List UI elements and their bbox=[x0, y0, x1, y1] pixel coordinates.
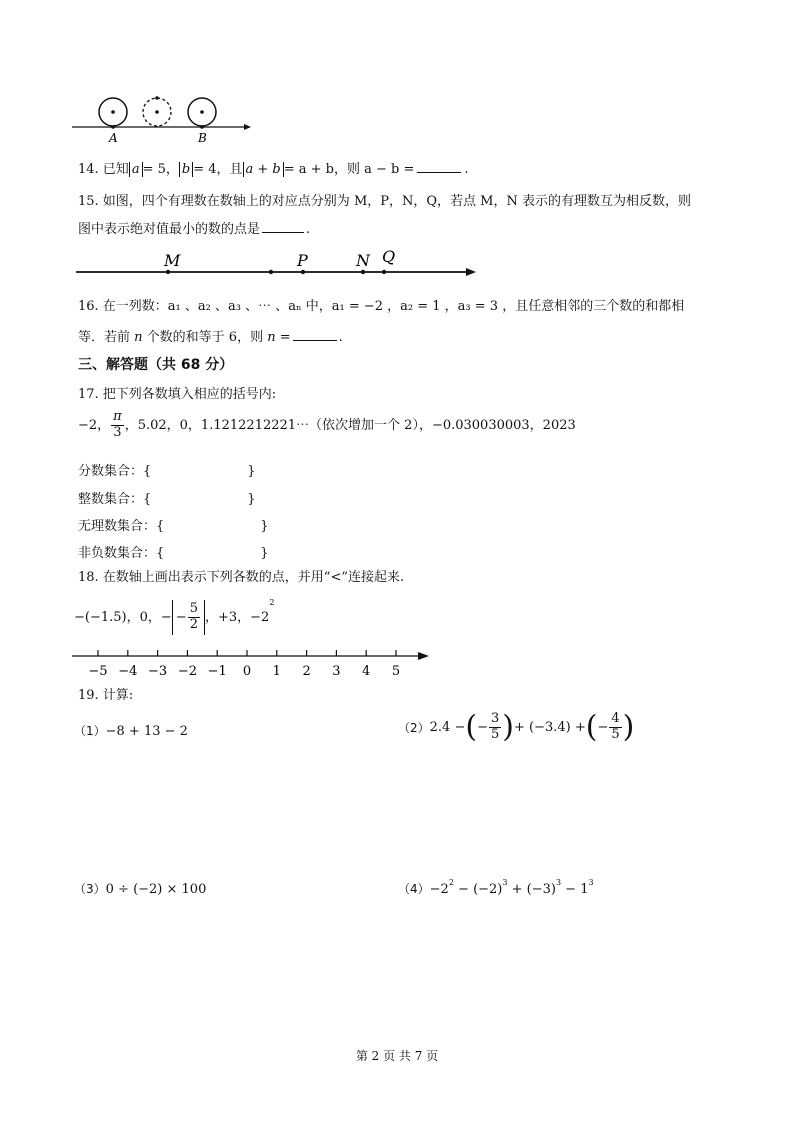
q17-set-fraction bbox=[78, 460, 256, 479]
q16-end: . bbox=[338, 330, 343, 345]
q19-part4-e3: 3 bbox=[555, 878, 562, 887]
q14-eq2: = 4，且 bbox=[193, 162, 243, 177]
q15-end: . bbox=[306, 222, 311, 237]
q16-var-n2: n bbox=[267, 330, 276, 345]
q18-abs-frac bbox=[172, 600, 205, 635]
q17-pi-num: π bbox=[113, 409, 122, 424]
question-19-intro: 19. 计算: bbox=[78, 688, 134, 703]
point-a bbox=[111, 125, 115, 129]
q19-part2-in2: − bbox=[597, 719, 609, 735]
q17-set-fraction-close: } bbox=[247, 464, 256, 479]
page-footer: 第 2 页 共 7 页 bbox=[355, 1049, 439, 1063]
q17-set-nonnegative bbox=[78, 542, 269, 561]
q18-tick-label: 1 bbox=[272, 664, 281, 679]
question-15-line2 bbox=[78, 218, 310, 237]
question-16-line1: 16. 在一列数：a₁ 、a₂ 、a₃ 、⋯ 、aₙ 中，a₁ = −2 ，a₂ = 1 ，a₃ = 3 ，且任意相邻的三个数的和都相 bbox=[78, 299, 685, 314]
question-16-line2 bbox=[78, 326, 343, 345]
q19-part2-f2-den: 5 bbox=[611, 726, 620, 742]
q17-pi-den: 3 bbox=[113, 424, 122, 440]
q18-n1: −(−1.5)，0， bbox=[74, 609, 161, 625]
point-b bbox=[200, 125, 204, 129]
q15-point-extra bbox=[269, 270, 273, 274]
q18-tick-label: 0 bbox=[242, 664, 252, 679]
question-15-line1: 15. 如图，四个有理数在数轴上的对应点分别为 M，P，N，Q，若点 M，N 表示的有理数互为相反数，则 bbox=[78, 194, 691, 209]
q17-set-integer-close: } bbox=[247, 492, 256, 507]
q15-label-p: P bbox=[297, 251, 308, 270]
q18-frac bbox=[188, 602, 200, 633]
point-a-label: A bbox=[109, 131, 118, 145]
section-3-heading: 三、解答题（共 68 分） bbox=[78, 357, 234, 373]
q14-abs-b: b bbox=[179, 162, 193, 177]
q19-part2 bbox=[398, 709, 635, 745]
q19-part3 bbox=[74, 880, 206, 897]
q15-point-n bbox=[361, 270, 365, 274]
q19-part2-in1: − bbox=[477, 719, 488, 735]
circle-middle-top-point bbox=[155, 96, 159, 100]
q17-set-integer-label: 整数集合：{ bbox=[78, 492, 152, 507]
q19-part4-e1: 2 bbox=[448, 878, 454, 887]
q19-part2-rparen2: ) bbox=[622, 709, 635, 745]
q16-var-n: n bbox=[134, 330, 143, 345]
q19-part3-label: （3） bbox=[74, 882, 106, 896]
q15-point-q bbox=[382, 270, 386, 274]
q18-ticks bbox=[88, 650, 400, 679]
q15-label-m: M bbox=[164, 251, 181, 270]
q18-tick-label: −2 bbox=[177, 664, 197, 679]
q17-set-fraction-label: 分数集合：{ bbox=[78, 464, 152, 479]
q15-point-m bbox=[166, 270, 170, 274]
q16-text-b: 个数的和等于 6，则 bbox=[146, 330, 264, 345]
q14-prefix: 14. 已知 bbox=[78, 162, 129, 177]
q19-part2-lparen2: ( bbox=[585, 709, 598, 745]
q17-pi-over-3 bbox=[111, 410, 124, 441]
q14-end: . bbox=[464, 162, 469, 177]
q19-part3-expr: 0 ÷ (−2) × 100 bbox=[105, 882, 207, 897]
q18-n3: ，+3， bbox=[204, 609, 251, 625]
q18-frac-den: 2 bbox=[189, 616, 198, 632]
q14-eq3: = a + b，则 a − b = bbox=[283, 162, 415, 177]
q18-tick-label: 2 bbox=[302, 664, 311, 679]
q18-tick-label: 4 bbox=[362, 664, 371, 679]
figure-axis-arrow bbox=[244, 124, 251, 130]
q15-label-n: N bbox=[356, 251, 370, 270]
q18-axis-arrow bbox=[418, 652, 429, 660]
q17-set-nonnegative-label: 非负数集合：{ bbox=[78, 546, 165, 561]
q15-point-p bbox=[301, 270, 305, 274]
q19-part4 bbox=[398, 880, 594, 897]
q18-frac-num: 5 bbox=[189, 601, 198, 616]
point-b-label: B bbox=[198, 131, 207, 145]
q17-set-irrational-close: } bbox=[260, 519, 269, 534]
q19-part2-f1-num: 3 bbox=[490, 711, 500, 726]
q19-part4-e4: 3 bbox=[588, 878, 594, 887]
q18-tick-label: 5 bbox=[391, 664, 401, 679]
q19-part2-frac1 bbox=[489, 712, 501, 743]
q19-part2-rparen1: ) bbox=[502, 709, 514, 745]
q14-abs-sum: a + b bbox=[243, 162, 284, 177]
q17-rest: ，5.02，0，1.1212212221⋯（依次增加一个 2），−0.030030003，2023 bbox=[124, 417, 576, 433]
q17-set-nonnegative-close: } bbox=[260, 546, 269, 561]
question-17-numbers bbox=[78, 410, 576, 441]
circle-middle-center bbox=[155, 110, 159, 114]
q19-part1 bbox=[74, 722, 188, 739]
q19-part4-label: （4） bbox=[398, 882, 430, 896]
q18-n4: −2 bbox=[250, 609, 270, 625]
q19-part1-expr: −8 + 13 − 2 bbox=[105, 724, 188, 739]
question-18-intro: 18. 在数轴上画出表示下列各数的点，并用“<”连接起来. bbox=[78, 570, 405, 585]
q15-answer-blank[interactable] bbox=[262, 232, 304, 233]
q18-tick-label: −1 bbox=[207, 664, 227, 679]
q15-label-q: Q bbox=[382, 247, 396, 266]
q19-part2-f2-num: 4 bbox=[611, 711, 620, 726]
q18-tick-label: −3 bbox=[148, 664, 168, 679]
q18-n2-inner: − bbox=[175, 609, 187, 625]
q19-part4-e2: 3 bbox=[502, 878, 508, 887]
circle-a-center bbox=[111, 110, 115, 114]
q19-part4-a: −2 bbox=[429, 882, 449, 897]
q19-part2-label: （2） bbox=[398, 720, 430, 735]
circle-b-center bbox=[200, 110, 204, 114]
question-17-intro: 17. 把下列各数填入相应的括号内: bbox=[78, 387, 277, 402]
q17-neg2: −2， bbox=[78, 417, 111, 433]
q19-part4-d: − 1 bbox=[561, 882, 589, 897]
q19-part2-f1-den: 5 bbox=[490, 726, 500, 742]
q19-part2-lparen1: ( bbox=[465, 709, 478, 745]
rolling-circles-figure bbox=[68, 93, 253, 145]
q18-n2-prefix: − bbox=[160, 609, 172, 625]
q18-n4-exp: 2 bbox=[269, 598, 275, 607]
question-18-numbers bbox=[74, 600, 274, 635]
q14-abs-a: a bbox=[129, 162, 143, 177]
q19-part4-c: + (−3) bbox=[507, 882, 556, 897]
q14-eq1: = 5， bbox=[142, 162, 179, 177]
q16-answer-blank[interactable] bbox=[293, 340, 337, 341]
question-14 bbox=[78, 158, 469, 177]
q17-set-irrational bbox=[78, 515, 269, 534]
q15-line2-text: 图中表示绝对值最小的数的点是 bbox=[78, 222, 261, 237]
q19-part1-label: （1） bbox=[74, 724, 106, 738]
q18-tick-label: −5 bbox=[88, 664, 108, 679]
q19-part2-a: 2.4 − bbox=[429, 719, 466, 735]
q15-axis-arrow bbox=[466, 268, 476, 276]
q15-number-line bbox=[72, 246, 482, 280]
q18-tick-label: 3 bbox=[332, 664, 341, 679]
q14-answer-blank[interactable] bbox=[417, 172, 461, 173]
q19-part2-b: + (−3.4) + bbox=[513, 719, 586, 735]
q18-tick-label: −4 bbox=[118, 664, 138, 679]
q18-number-line bbox=[68, 646, 438, 682]
q19-part2-frac2 bbox=[609, 712, 621, 743]
q17-set-irrational-label: 无理数集合：{ bbox=[78, 519, 165, 534]
q16-text-a: 等．若前 bbox=[78, 330, 131, 345]
q19-part4-b: − (−2) bbox=[453, 882, 503, 897]
q16-text-c: = bbox=[279, 330, 291, 345]
q17-set-integer bbox=[78, 488, 256, 507]
